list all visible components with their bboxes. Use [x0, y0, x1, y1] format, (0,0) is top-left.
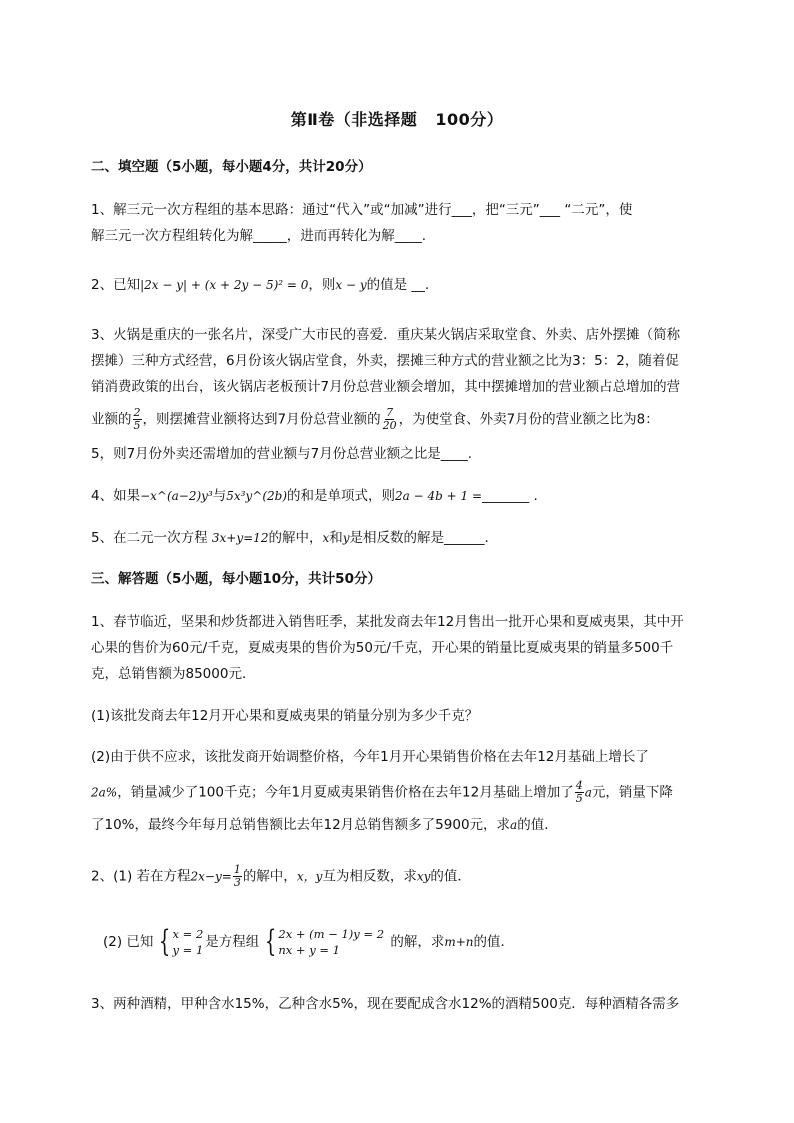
s3-q2-a-post: 的值． [430, 868, 471, 885]
frac-denominator: 3 [233, 876, 241, 889]
frac-denominator: 5 [575, 792, 583, 805]
s2-q3-line4 [91, 407, 751, 432]
s3-q1-sub2-line2 [91, 780, 751, 805]
s2-q4 [91, 486, 751, 506]
s3-q2-a-pre: 2、(1) 若在方程 [91, 868, 191, 885]
s2-q3-frac2 [382, 407, 398, 432]
title-part: 第Ⅱ卷（非选择题 [290, 110, 418, 129]
s2-q4-post: _______ . [482, 488, 538, 504]
s3-q1-sub1: (1)该批发商去年12月开心果和夏威夷果的销量分别为多少千克？ [91, 708, 479, 724]
s3-q2-a-mid2: 互为相反数，求 [322, 868, 417, 885]
s2-q5 [91, 528, 751, 548]
s2-q5-mid: 的解中， [268, 530, 323, 546]
system2-eq1: 2x + (m − 1)y = 2 [278, 927, 385, 941]
frac-denominator: 5 [133, 419, 141, 432]
s3-q1-sub2-line2-end: 元，销量下降 [591, 784, 673, 801]
s2-q2 [91, 275, 751, 295]
s3-q1-line1: 1、春节临近，坚果和炒货都进入销售旺季，某批发商去年12月售出一批开心果和夏威夷果，其中开 [91, 614, 684, 630]
s2-q4-term2: 5x³y^(2b) [226, 489, 288, 503]
s2-q4-term1: −x^(a−2)y³ [140, 489, 213, 503]
s3-q2-a-mid: 的解中， [242, 868, 297, 885]
s2-q3-line2: 摆摊）三种方式经营，6月份该火锅店堂食，外卖，摆摊三种方式的营业额之比为3：5：2，随着促 [91, 353, 679, 369]
s3-q2-a-vars: x，y [296, 869, 323, 884]
frac-numerator: 7 [386, 406, 394, 419]
s3-q1-line2: 心果的售价为60元/千克，夏威夷果的售价为50元/千克，开心果的销量比夏威夷果的销量多500千 [91, 640, 674, 656]
page-title [0, 107, 794, 130]
frac-numerator: 4 [575, 779, 583, 792]
s3-q1-sub2-line3-pre: 了10%，最终今年每月总销售额比去年12月总销售额多了5900元，求 [91, 817, 511, 833]
s3-q2-a-frac [233, 864, 242, 889]
s3-q1-line3: 克，总销售额为85000元． [91, 666, 256, 682]
s3-q1-sub2-line3-post: 的值. [517, 817, 549, 833]
s2-q1-line2: 解三元一次方程组转化为解_____，进而再转化为解____. [91, 228, 427, 244]
s2-q5-equation: 3x+y=12 [211, 531, 269, 545]
s2-q1-line1: 1、解三元一次方程组的基本思路：通过“代入”或“加减”进行___，把“三元”___ “二元”，使 [91, 202, 633, 218]
s2-q4-pre: 4、如果 [91, 488, 141, 504]
s2-q2-equation: |2x − y| + (x + 2y − 5)² = 0 [140, 278, 309, 292]
s2-q3-frac1 [133, 407, 142, 432]
s3-q2-b-mid2: 的解，求 [386, 934, 445, 950]
s3-q1-var-a: a [584, 785, 592, 800]
frac-numerator: 2 [133, 406, 141, 419]
s2-q4-mid2: 的和是单项式，则 [287, 488, 396, 504]
section3-heading: 三、解答题（5小题，每小题10分，共计50分） [91, 571, 381, 587]
s3-q2-part1 [91, 864, 751, 889]
s3-q2-a-eq: 2x−y= [190, 869, 232, 884]
brace-icon: { [265, 924, 277, 959]
s2-q2-expr: x − y [335, 278, 367, 292]
frac-numerator: 1 [233, 863, 241, 876]
s2-q3-line4-post: ，为使堂食、外卖7月份的营业额之比为8： [398, 411, 659, 428]
s2-q2-mid: ，则 [308, 277, 336, 293]
s2-q5-and: 和 [329, 530, 343, 546]
system2-eq2: nx + y = 1 [278, 943, 340, 957]
s3-q3-line1: 3、两种酒精，甲种含水15%，乙种含水5%，现在要配成含水12%的酒精500克．每种酒精各需多 [91, 996, 680, 1012]
s2-q5-x: x [322, 531, 330, 545]
s3-q2-b-post: 的值． [473, 934, 514, 950]
s2-q3-line4-mid: ，则摆摊营业额将达到7月份总营业额的 [142, 411, 381, 428]
title-score: 100分） [435, 110, 504, 129]
s3-q1-var-a2: a [510, 818, 518, 832]
s3-q1-sub2-line2-text: ，销量减少了100千克；今年1月夏威夷果销售价格在去年12月基础上增加了 [117, 784, 574, 801]
s3-q1-2a-percent: 2a% [91, 785, 118, 800]
s2-q3-line5: 5，则7月份外卖还需增加的营业额与7月份总营业额之比是____. [91, 446, 473, 462]
s3-q1-sub2-line1: (2)由于供不应求，该批发商开始调整价格，今年1月开心果销售价格在去年12月基础上增长了 [91, 749, 649, 765]
s2-q5-y: y [342, 531, 350, 545]
s3-q1-frac [575, 780, 584, 805]
s2-q3-line1: 3、火锅是重庆的一张名片，深受广大市民的喜爱．重庆某火锅店采取堂食、外卖、店外摆摊（简称 [91, 327, 681, 343]
section2-heading: 二、填空题（5小题，每小题4分，共计20分） [91, 159, 372, 175]
s2-q4-mid1: 与 [212, 488, 227, 504]
s3-q2-b-mid: 是方程组 [205, 934, 260, 950]
s3-q2-part2 [103, 926, 763, 958]
s2-q5-pre: 5、在二元一次方程 [91, 530, 212, 546]
s2-q2-pre: 2、已知 [91, 277, 141, 293]
system1-eq1: x = 2 [172, 927, 204, 941]
s3-q1-sub2-line3 [91, 815, 751, 835]
s3-q2-system1 [155, 926, 203, 958]
frac-denominator: 20 [382, 419, 397, 432]
s2-q5-post: 是相反数的解是______. [349, 530, 489, 546]
s3-q2-a-expr: xy [416, 869, 431, 884]
s3-q2-b-pre: (2) 已知 [103, 934, 154, 950]
s2-q2-post: 的值是 __. [366, 277, 430, 293]
s3-q2-b-expr: m+n [444, 935, 474, 949]
brace-icon: { [159, 924, 171, 959]
s2-q3-line3: 销消费政策的出台，该火锅店老板预计7月份总营业额会增加，其中摆摊增加的营业额占总增加的营 [91, 379, 681, 395]
system1-eq2: y = 1 [172, 943, 204, 957]
s2-q3-line4-pre: 业额的 [91, 411, 132, 428]
s3-q2-system2 [261, 926, 384, 958]
s2-q4-expr: 2a − 4b + 1 = [395, 489, 482, 503]
